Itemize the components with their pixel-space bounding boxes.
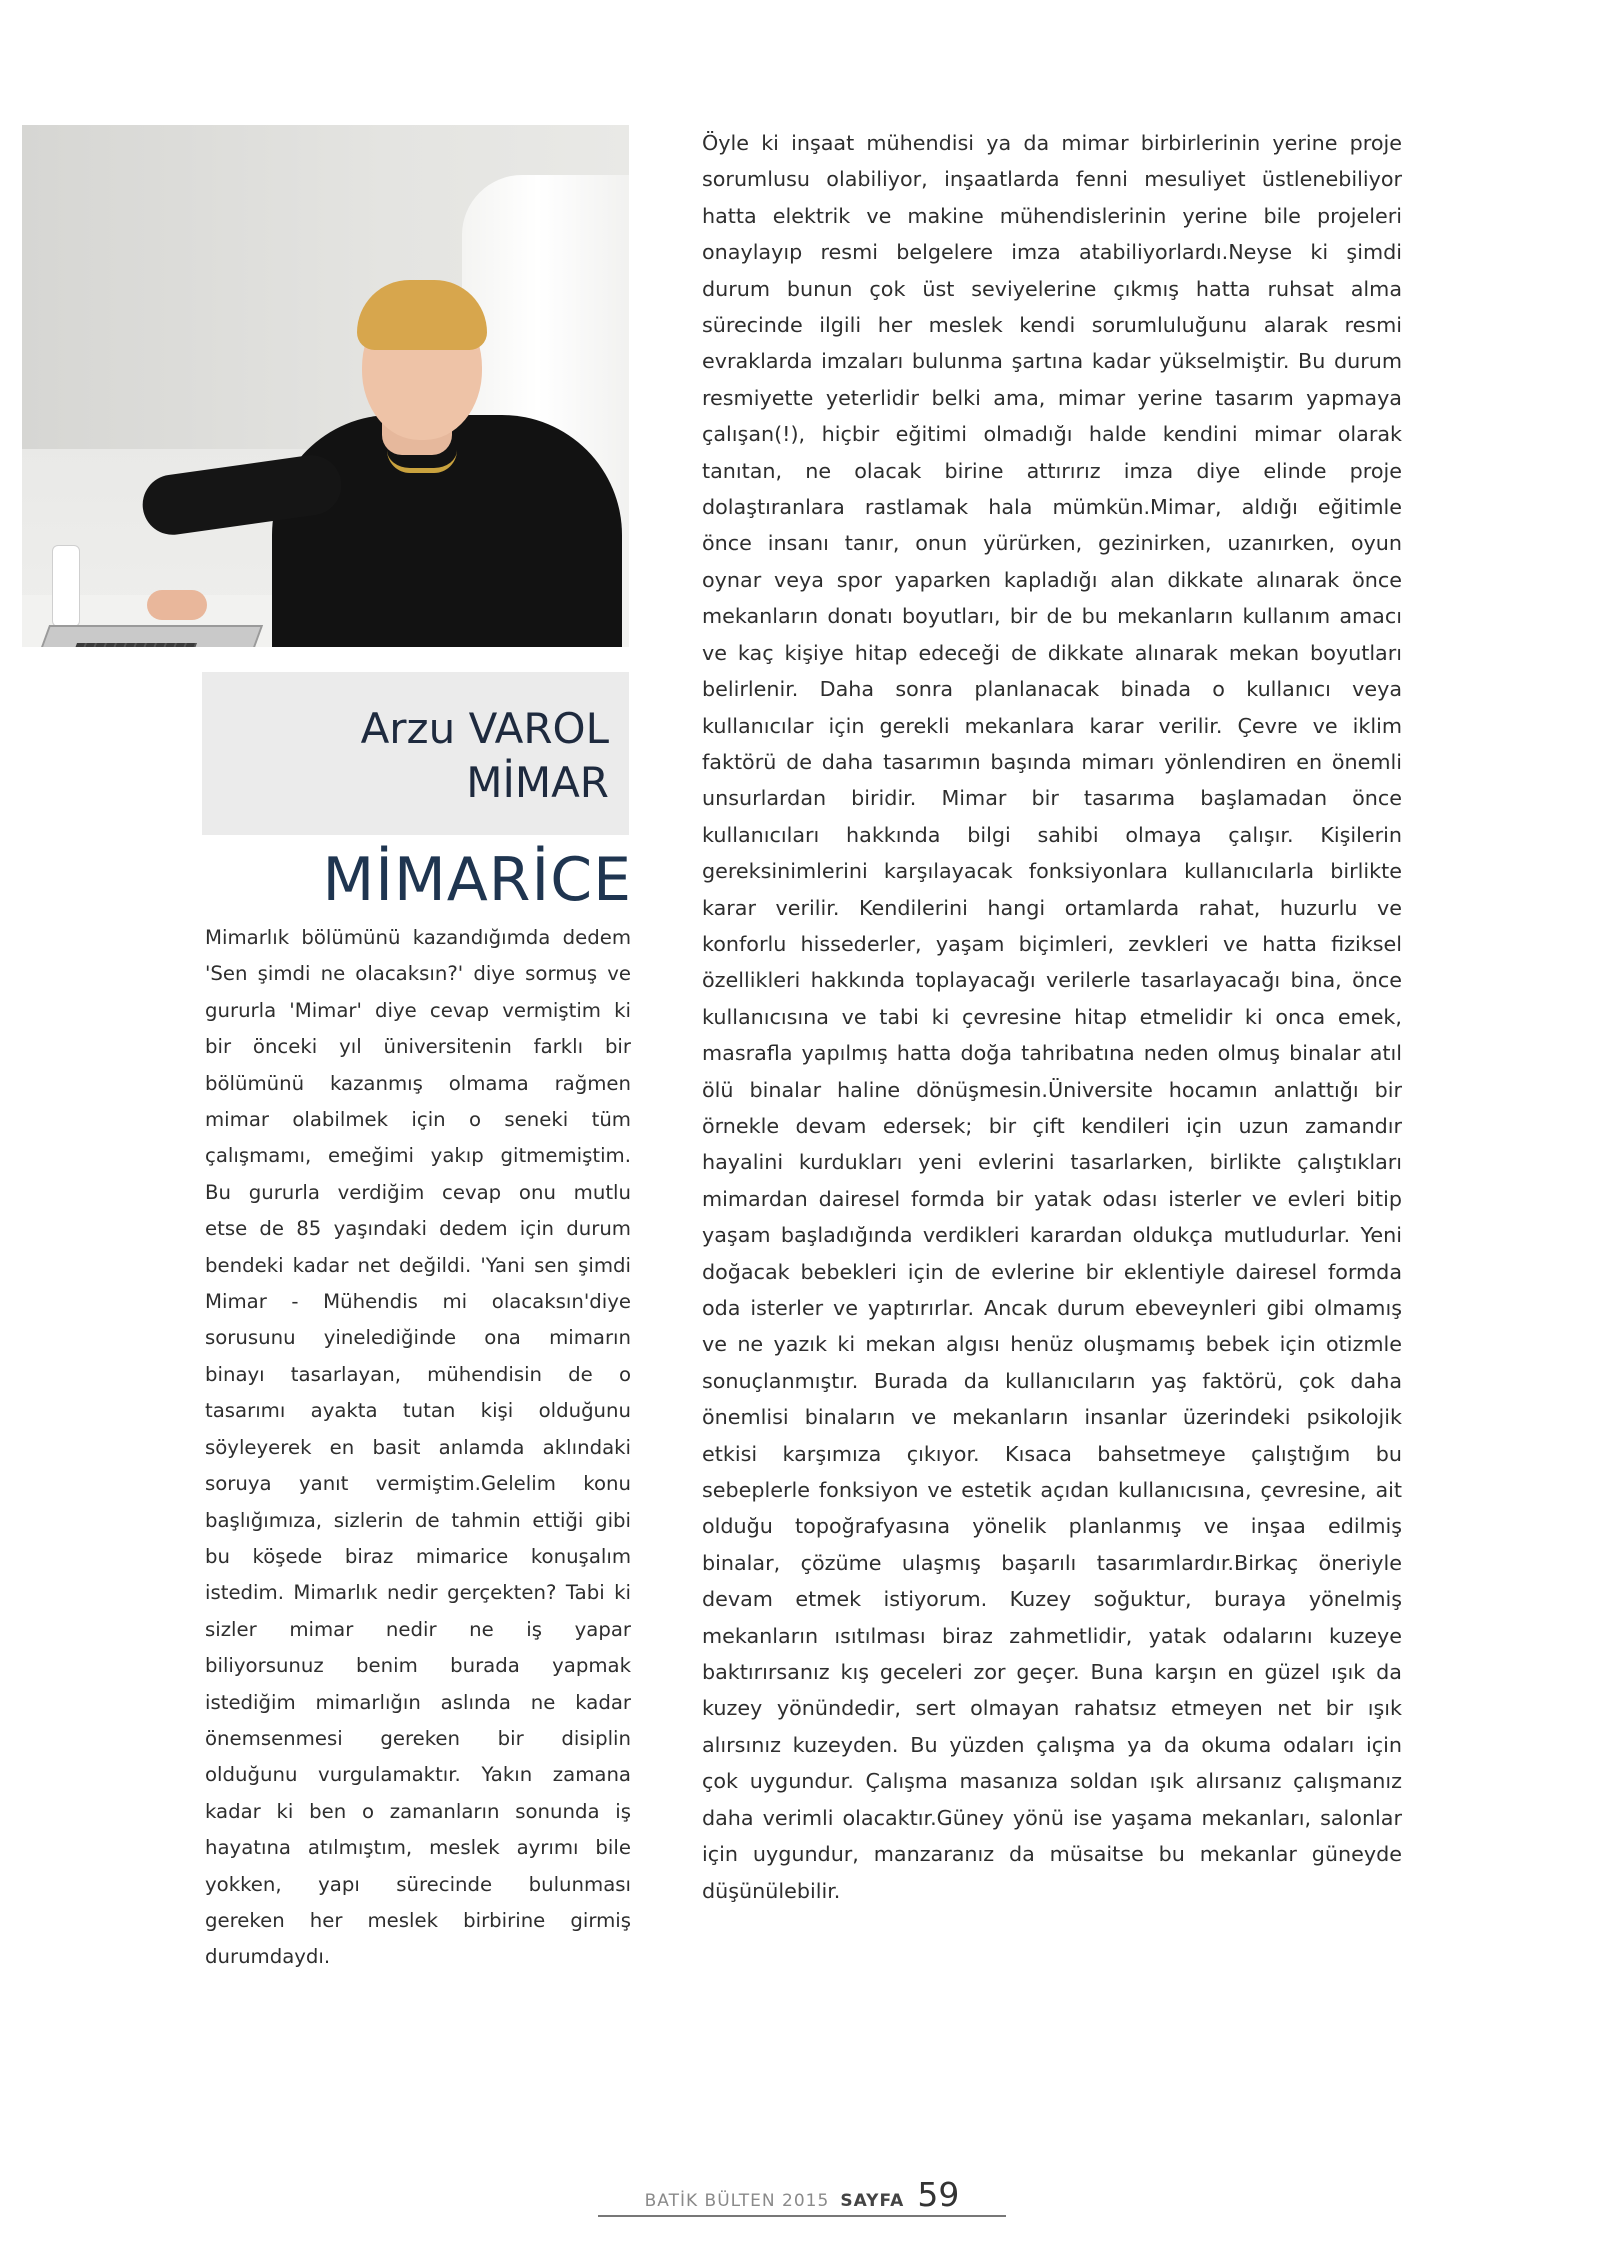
page-label: SAYFA [840, 2191, 905, 2211]
article-column-right: Öyle ki inşaat mühendisi ya da mimar birbirlerinin yerine proje sorumlusu olabiliyor, inşaatlarda fenni mesuliyet üstlenebiliyor hatta elektrik ve makine mühendislerinin yerine bile projeleri onaylayıp resmi belgelere imza atabiliyorlardı.Neyse ki şimdi durum bunun çok üst seviyelerine çıkmış hatta ruhsat alma sürecinde ilgili her meslek kendi sorumluluğunu alarak resmi evraklarda imzaları bulunma şartına kadar yükselmiştir. Bu durum resmiyette yeterlidir belki ama, mimar yerine tasarım yapmaya çalışan(!), hiçbir eğitimi olmadığı halde kendini mimar olarak tanıtan, ne olacak birine attırırız imza diye elinde proje dolaştıranlara rastlamak hala mümkün.Mimar, aldığı eğitimle önce insanı tanır, onun yürürken, gezinirken, uzanırken, oyun oynar veya spor yaparken kapladığı alan dikkate alınarak önce mekanların donatı boyutları, bir de bu mekanların kullanım amacı ve kaç kişiye hitap edeceği de dikkate alınarak mekan boyutları belirlenir. Daha sonra planlanacak binada o kullanıcı veya kullanıcılar için gerekli mekanlara karar verilir. Çevre ve iklim faktörü de daha tasarımın başında mimarı yönlendiren en önemli unsurlardan biridir. Mimar bir tasarıma başlamadan önce kullanıcıları hakkında bilgi sahibi olmaya çalışır. Kişilerin gereksinimlerini karşılayacak fonksiyonlara kullanıcılarla birlikte karar verilir. Kendilerini hangi ortamlarda rahat, huzurlu ve konforlu hissederler, yaşam biçimleri, zevkleri ve hatta fiziksel özellikleri hakkında toplayacağı verilerle tasarlayacağı bina, önce kullanıcısına ve tabi ki çevresine hitap etmelidir ki onca emek, masrafla yapılmış hatta doğa tahribatına neden olmuş binalar atıl ölü binalar haline dönüşmesin.Üniversite hocamın anlattığı bir örnekle devam edersek; bir çift kendileri için uzun zamandır hayalini kurdukları yeni evlerini tasarlarken, birlikte çalıştıkları mimardan dairesel formda bir yatak odası isterler ve evleri bitip yaşam başladığında verdikleri karardan oldukça mutludurlar. Yeni doğacak bebekleri için de evlerine bir eklentiyle dairesel formda oda isterler ve yaptırırlar. Ancak durum ebeveynleri gibi olmamış ve ne yazık ki mekan algısı henüz oluşmamış bebek için otizmle sonuçlanmıştır. Burada da kullanıcıların yaş faktörü, çok daha önemlisi binaların ve mekanların insanlar üzerindeki psikolojik etkisi karşımıza çıkıyor. Kısaca bahsetmeye çalıştığım bu sebeplerle fonksiyon ve estetik açıdan kullanıcısına, çevresine, ait olduğu topoğrafyasına yönelik planlanmış ve inşaa edilmiş binalar, çözüme ulaşmış başarılı tasarımlardır.Birkaç öneriyle devam etmek istiyorum. Kuzey soğuktur, buraya yönelmiş mekanların ısıtılması biraz zahmetlidir, yatak odalarını kuzeye baktırırsanız kış geceleri zor geçer. Buna karşın en güzel ışık da kuzey yönündedir, sert olmayan rahatsız etmeyen net bir ışık alırsınız kuzeyden. Bu yüzden çalışma ya da okuma odaları için çok uygundur. Çalışma masanıza soldan ışık alırsanız çalışmanız daha verimli olacaktır.Güney yönü ise yaşama mekanları, salonlar için uygundur, manzaranız da müsaitse bu mekanlar güneyde düşünülebilir. [702, 131, 1402, 1903]
article-column-left: Mimarlık bölümünü kazandığımda dedem 'Sen şimdi ne olacaksın?' diye sormuş ve gururla 'Mimar' diye cevap vermiştim ki bir önceki yıl üniversitenin farklı bir bölümünü kazanmış olmama rağmen mimar olabilmek için o seneki tüm çalışmamı, emeğimi yakıp gitmemiştim. Bu gururla verdiğim cevap onu mutlu etse de 85 yaşındaki dedem için durum bendeki kadar net değildi. 'Yani sen şimdi Mimar - Mühendis mi olacaksın'diye sorusunu yinelediğinde ona mimarın binayı tasarlayan, mühendisin de o tasarımı ayakta tutan kişi olduğunu söyleyerek en basit anlamda aklındaki soruya yanıt vermiştim.Gelelim konu başlığımıza, sizlerin de tahmin ettiği gibi bu köşede biraz mimarice konuşalım istedim. Mimarlık nedir gerçekten? Tabi ki sizler mimar nedir ne iş yapar biliyorsunuz benim burada yapmak istediğim mimarlığın aslında ne kadar önemsenmesi gereken bir disiplin olduğunu vurgulamaktır. Yakın zamana kadar ki ben o zamanların sonunda iş hayatına atılmıştım, meslek ayrımı bile yokken, yapı sürecinde bulunması gereken her meslek birbirine girmiş durumdaydı. [205, 926, 631, 1969]
publication-name: BATİK BÜLTEN 2015 [644, 2191, 830, 2211]
page-footer [598, 2175, 1006, 2217]
author-photo [22, 125, 629, 647]
author-name: Arzu VAROL [360, 704, 609, 753]
page-number: 59 [917, 2175, 960, 2214]
article-title: MİMARİCE [322, 845, 632, 915]
author-title: MİMAR [466, 758, 609, 807]
author-box [202, 672, 629, 835]
